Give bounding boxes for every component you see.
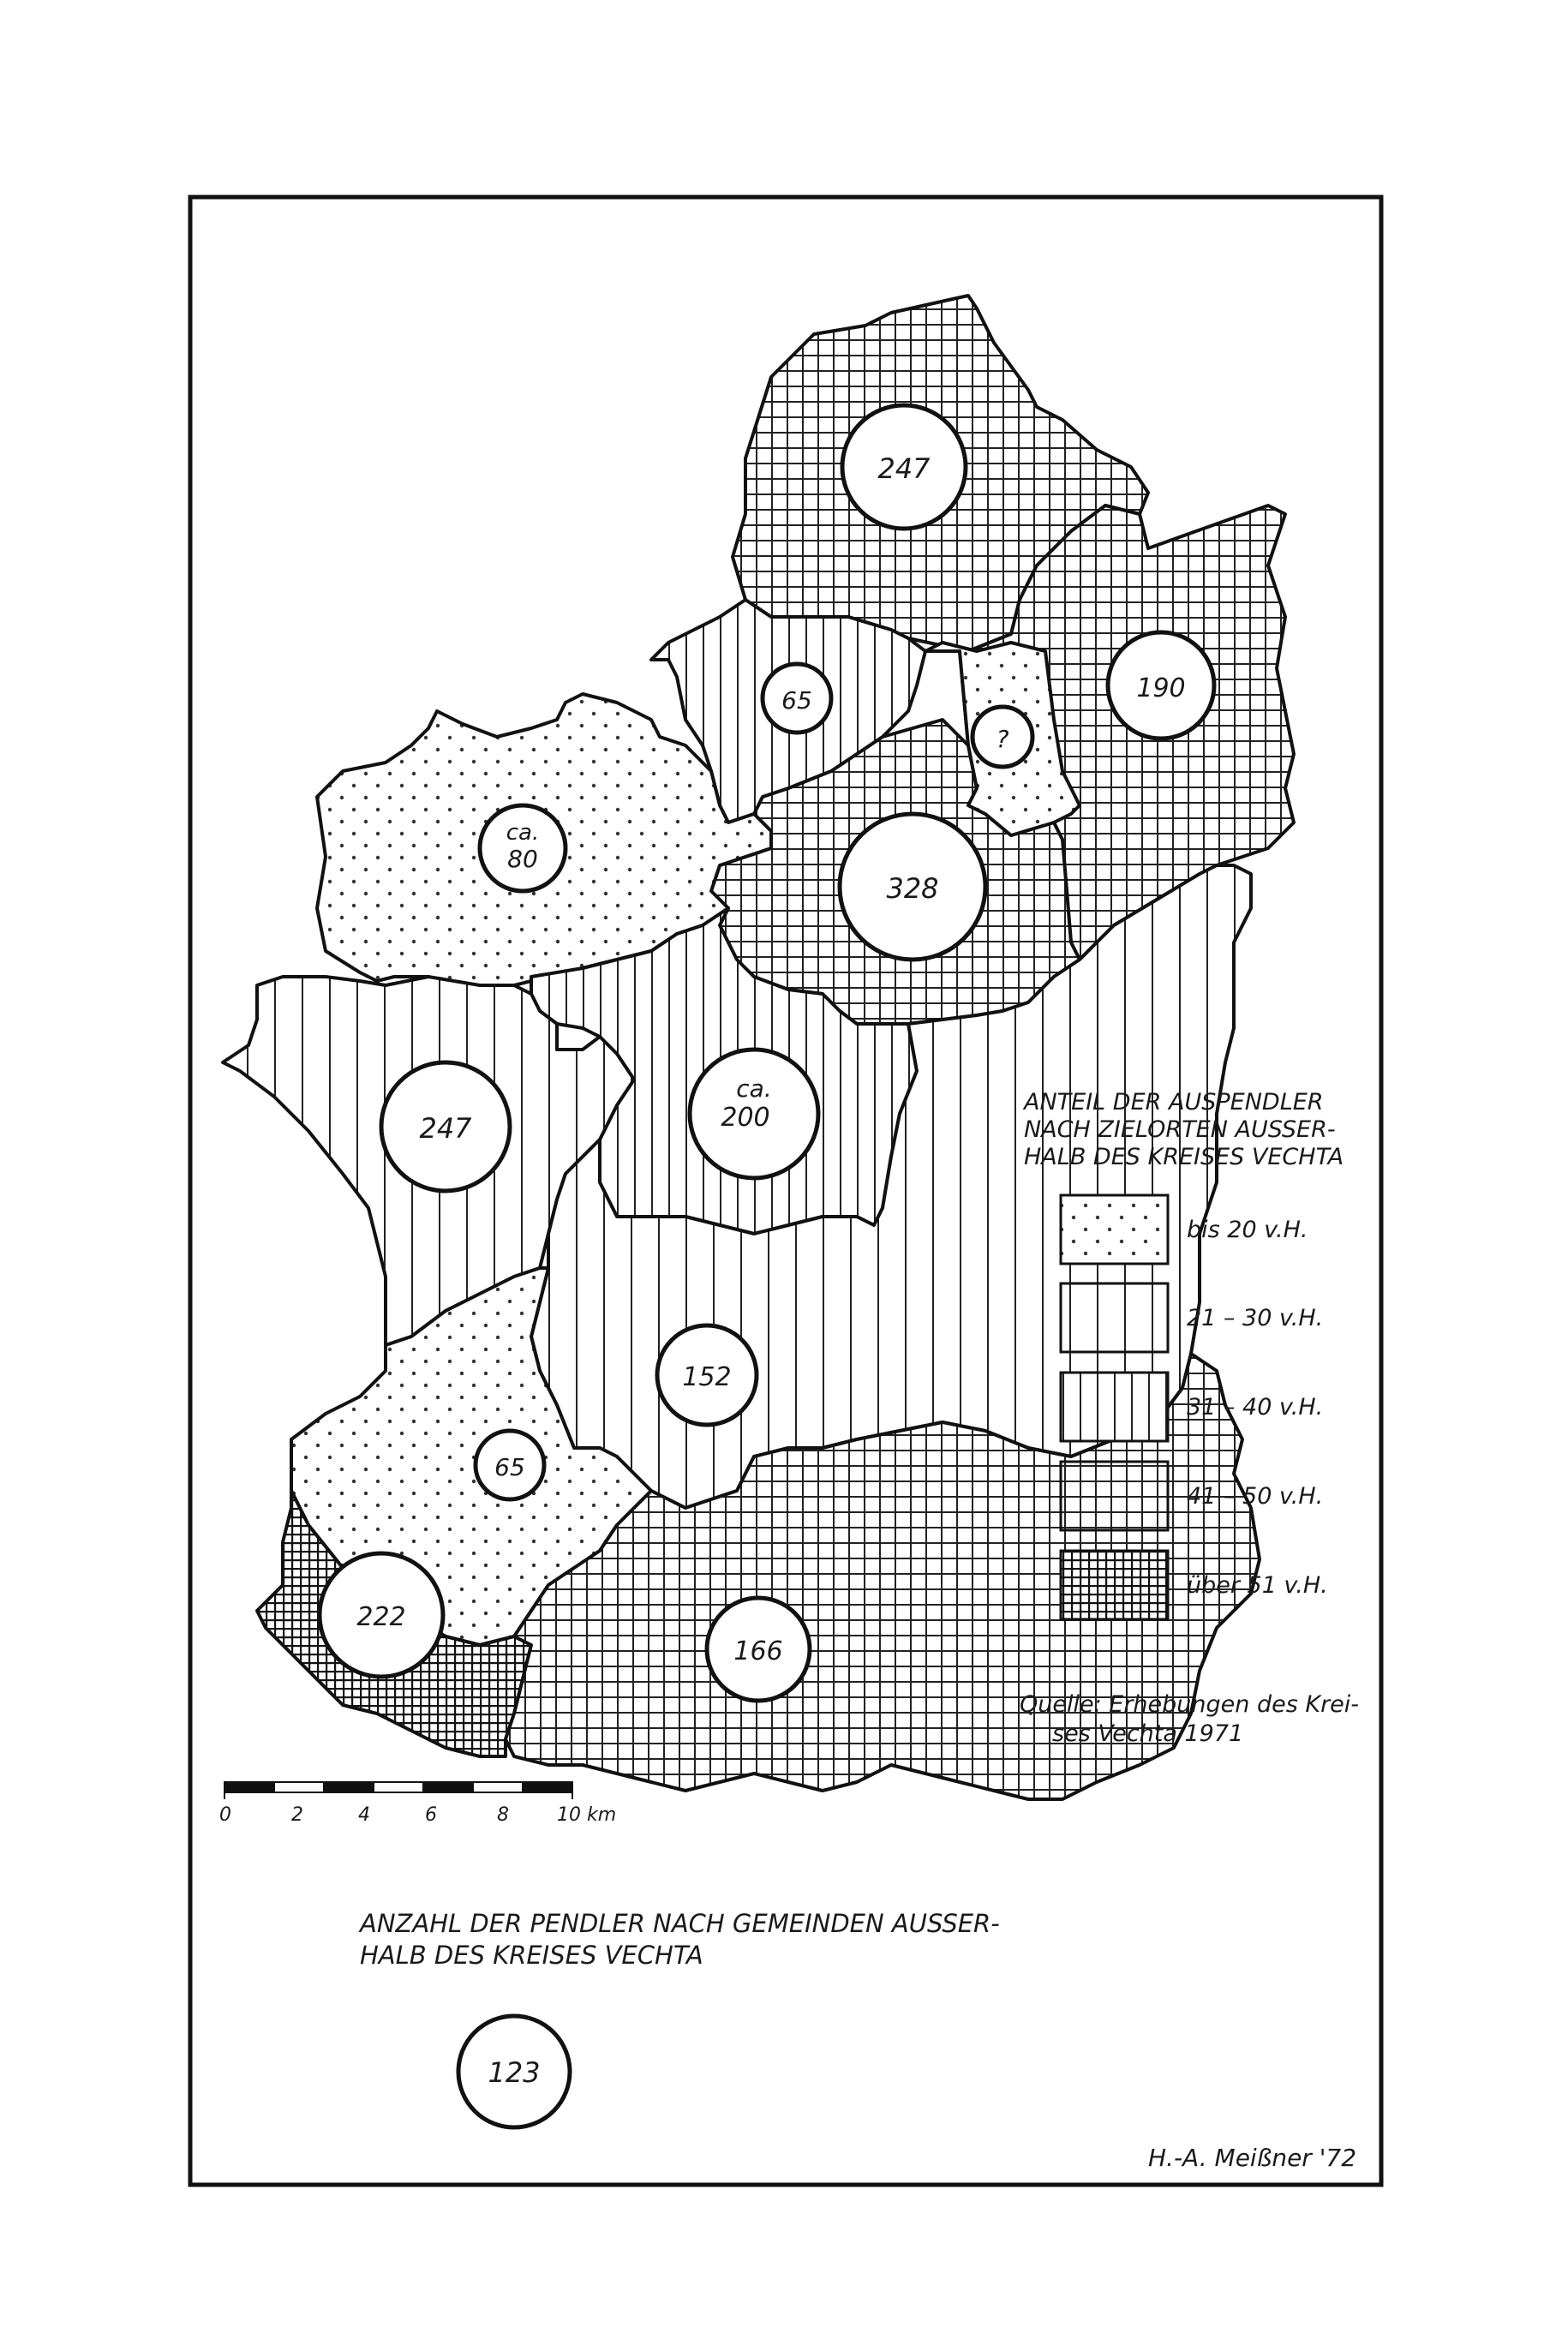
example-value: 123 [488,2056,541,2089]
legend-label: 21 – 30 v.H. [1187,1305,1324,1331]
count-caption-line-2: HALB DES KREISES VECHTA [360,1941,703,1970]
value-label: 190 [1136,673,1186,703]
circle-sw-222 [320,1553,443,1677]
scale-bar [219,1782,616,1826]
circle-ne-190 [1108,632,1214,739]
value-label: 65 [781,686,812,715]
scale-tick: 2 [291,1804,303,1826]
value-label-prefix: ca. [736,1074,772,1103]
legend-label: bis 20 v.H. [1187,1217,1308,1243]
author-signature: H.-A. Meißner '72 [1148,2144,1357,2172]
circle-c-200 [690,1050,818,1178]
value-label: 222 [356,1602,406,1632]
legend-title-line-2: NACH ZIELORTEN AUSSER- [1024,1116,1336,1143]
source-note-line-2: ses Vechta 1971 [1052,1720,1244,1747]
count-caption-line-1: ANZAHL DER PENDLER NACH GEMEINDEN AUSSER- [360,1909,1000,1938]
circle-e-328 [840,814,985,960]
legend-title-line-1: ANTEIL DER AUSPENDLER [1024,1089,1324,1116]
value-label: 200 [721,1103,770,1133]
source-note-line-1: Quelle: Erhebungen des Krei- [1020,1691,1360,1718]
example-circle [458,2016,570,2127]
value-label: 65 [494,1453,525,1481]
value-label: 166 [733,1636,783,1666]
scale-tick: 6 [425,1804,437,1826]
scale-tick: 0 [219,1804,231,1826]
legend-label: über 51 v.H. [1187,1572,1328,1599]
value-label: 80 [507,845,538,873]
circle-sw-65 [476,1431,544,1499]
circle-c-152 [657,1325,757,1425]
value-label-prefix: ca. [506,820,540,846]
circle-w-247 [381,1062,510,1191]
value-label: ? [996,725,1009,753]
legend-title-line-3: HALB DES KREISES VECHTA [1024,1144,1344,1170]
legend-label: 31 – 40 v.H. [1187,1394,1324,1421]
value-label: 247 [877,452,931,485]
circle-c-65 [763,664,831,733]
scale-tick: 8 [497,1804,509,1826]
value-label: 247 [419,1112,472,1145]
scale-tick: 4 [358,1804,370,1826]
circle-w-80 [480,805,566,891]
circle-n-247 [842,405,966,529]
value-label: 152 [682,1362,732,1392]
legend-label: 41 – 50 v.H. [1187,1483,1324,1510]
scale-tick: 10 km [557,1804,617,1826]
circle-unknown [973,707,1032,767]
circle-s-166 [707,1598,810,1701]
value-label: 328 [886,872,939,905]
